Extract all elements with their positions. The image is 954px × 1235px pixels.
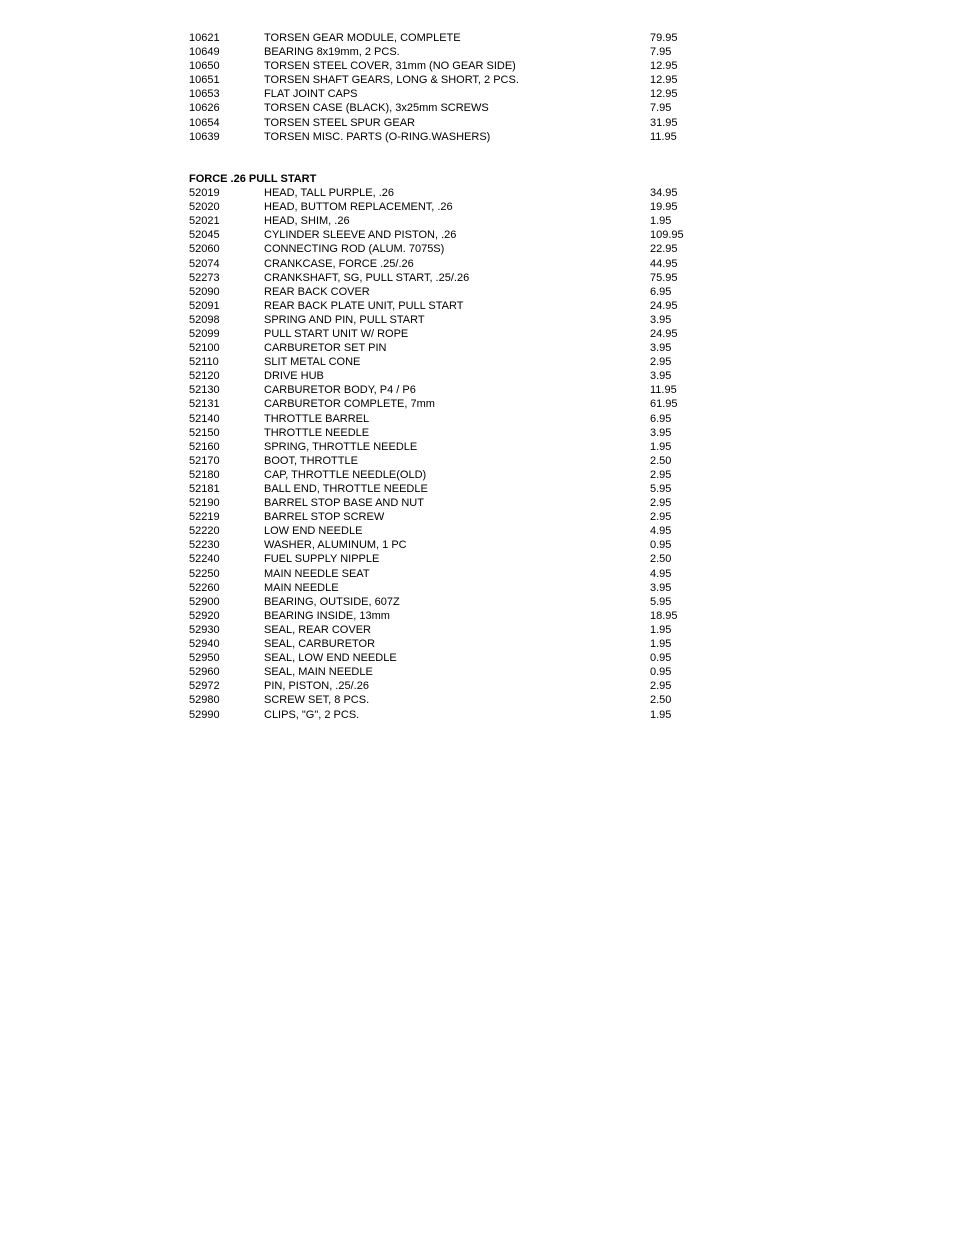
part-number: 52130 <box>189 384 220 397</box>
part-number: 52220 <box>189 525 220 538</box>
part-number: 52181 <box>189 483 220 495</box>
part-description: SPRING AND PIN, PULL START <box>264 313 425 326</box>
part-description: CARBURETOR COMPLETE, 7mm <box>264 398 435 411</box>
part-description: HEAD, SHIM, .26 <box>264 215 350 228</box>
table-row <box>189 637 729 651</box>
table-row <box>189 538 729 552</box>
part-description: FUEL SUPPLY NIPPLE <box>264 553 380 566</box>
part-number: 10621 <box>189 32 220 44</box>
part-description: TORSEN SHAFT GEARS, LONG & SHORT, 2 PCS. <box>264 74 519 87</box>
part-description: MAIN NEEDLE SEAT <box>264 567 370 580</box>
part-number: 10649 <box>189 46 220 59</box>
part-description: SPRING, THROTTLE NEEDLE <box>264 440 418 453</box>
table-row <box>189 567 729 581</box>
part-number: 52930 <box>189 623 220 636</box>
table-row <box>189 665 729 679</box>
table-row <box>189 510 729 524</box>
part-number: 10639 <box>189 130 220 143</box>
table-row <box>189 440 729 454</box>
part-number: 52120 <box>189 370 220 383</box>
part-price: 1.95 <box>650 623 672 636</box>
table-row <box>189 59 729 73</box>
part-description: BOOT, THROTTLE <box>264 454 358 467</box>
part-number: 52160 <box>189 440 220 453</box>
part-number: 10650 <box>189 60 220 73</box>
part-price: 34.95 <box>650 187 678 200</box>
table-row <box>189 524 729 538</box>
table-row <box>189 708 729 722</box>
table-row <box>189 552 729 566</box>
part-description: WASHER, ALUMINUM, 1 PC <box>264 539 407 552</box>
part-number: 52273 <box>189 271 220 284</box>
part-description: HEAD, BUTTOM REPLACEMENT, .26 <box>264 201 453 214</box>
table-row <box>189 426 729 440</box>
part-price: 6.95 <box>650 285 672 298</box>
part-number: 52170 <box>189 454 220 467</box>
part-number: 52074 <box>189 257 220 270</box>
table-row <box>189 214 729 228</box>
part-number: 52021 <box>189 215 220 228</box>
section-gap <box>189 144 729 172</box>
part-number: 10653 <box>189 88 220 101</box>
part-price: 3.95 <box>650 370 672 383</box>
part-price: 24.95 <box>650 299 678 312</box>
part-price: 0.95 <box>650 652 672 665</box>
part-price: 0.95 <box>650 666 672 679</box>
table-row <box>189 116 729 130</box>
part-price: 3.95 <box>650 313 672 326</box>
part-description: SEAL, REAR COVER <box>264 623 371 636</box>
part-price: 1.95 <box>650 215 672 228</box>
part-price: 5.95 <box>650 483 672 495</box>
part-description: MAIN NEEDLE <box>264 581 339 594</box>
part-price: 11.95 <box>650 130 677 143</box>
part-description: BEARING, OUTSIDE, 607Z <box>264 595 400 608</box>
part-price: 11.95 <box>650 384 677 397</box>
part-price: 3.95 <box>650 342 672 355</box>
part-description: BARREL STOP SCREW <box>264 511 385 524</box>
part-price: 44.95 <box>650 257 678 270</box>
table-row <box>189 369 729 383</box>
part-price: 1.95 <box>650 708 672 721</box>
part-price: 3.95 <box>650 426 672 439</box>
part-price: 61.95 <box>650 398 678 411</box>
part-number: 52972 <box>189 680 220 693</box>
part-description: TORSEN GEAR MODULE, COMPLETE <box>264 32 461 44</box>
part-description: SCREW SET, 8 PCS. <box>264 694 370 707</box>
part-description: BEARING 8x19mm, 2 PCS. <box>264 46 400 59</box>
table-row <box>189 130 729 144</box>
part-price: 1.95 <box>650 638 672 651</box>
part-description: THROTTLE BARREL <box>264 412 370 425</box>
part-description: CARBURETOR SET PIN <box>264 342 387 355</box>
part-price: 7.95 <box>650 102 672 115</box>
part-number: 10654 <box>189 116 220 129</box>
part-description: REAR BACK COVER <box>264 285 370 298</box>
table-row <box>189 581 729 595</box>
part-description: BARREL STOP BASE AND NUT <box>264 497 424 510</box>
part-price: 4.95 <box>650 525 672 538</box>
part-price: 2.95 <box>650 356 672 369</box>
table-row <box>189 679 729 693</box>
table-row <box>189 454 729 468</box>
part-price: 7.95 <box>650 46 672 59</box>
part-description: TORSEN STEEL SPUR GEAR <box>264 116 415 129</box>
part-description: TORSEN MISC. PARTS (O-RING.WASHERS) <box>264 130 491 143</box>
table-row <box>189 355 729 369</box>
part-number: 52990 <box>189 708 220 721</box>
part-number: 52190 <box>189 497 220 510</box>
part-price: 18.95 <box>650 609 678 622</box>
part-description: CRANKCASE, FORCE .25/.26 <box>264 257 414 270</box>
part-number: 52180 <box>189 468 220 481</box>
part-price: 12.95 <box>650 88 678 101</box>
part-description: CLIPS, "G", 2 PCS. <box>264 708 360 721</box>
table-row <box>189 383 729 397</box>
table-row <box>189 313 729 327</box>
part-number: 52090 <box>189 285 220 298</box>
part-number: 52099 <box>189 327 220 340</box>
part-number: 52230 <box>189 539 220 552</box>
part-price: 19.95 <box>650 201 678 214</box>
part-price: 2.95 <box>650 497 672 510</box>
part-price: 12.95 <box>650 74 678 87</box>
part-number: 52098 <box>189 313 220 326</box>
part-price: 4.95 <box>650 567 672 580</box>
part-description: SEAL, LOW END NEEDLE <box>264 652 397 665</box>
part-number: 52150 <box>189 426 220 439</box>
part-price: 1.95 <box>650 440 672 453</box>
part-price: 2.50 <box>650 454 672 467</box>
part-price: 22.95 <box>650 243 678 256</box>
part-description: THROTTLE NEEDLE <box>264 426 370 439</box>
table-row <box>189 257 729 271</box>
part-price: 75.95 <box>650 271 678 284</box>
table-row <box>189 45 729 59</box>
part-number: 52045 <box>189 229 220 242</box>
part-price: 2.95 <box>650 680 672 693</box>
part-price: 2.50 <box>650 694 672 707</box>
part-number: 52940 <box>189 638 220 651</box>
table-row <box>189 651 729 665</box>
part-description: CRANKSHAFT, SG, PULL START, .25/.26 <box>264 271 470 284</box>
part-number: 52060 <box>189 243 220 256</box>
part-description: FLAT JOINT CAPS <box>264 88 358 101</box>
part-description: BEARING INSIDE, 13mm <box>264 609 390 622</box>
part-price: 2.95 <box>650 468 672 481</box>
part-number: 52240 <box>189 553 220 566</box>
table-row <box>189 101 729 115</box>
part-description: SEAL, CARBURETOR <box>264 638 376 651</box>
table-row <box>189 397 729 411</box>
part-price: 3.95 <box>650 581 672 594</box>
part-description: PULL START UNIT W/ ROPE <box>264 327 409 340</box>
table-row <box>189 341 729 355</box>
part-number: 52110 <box>189 356 219 369</box>
part-price: 24.95 <box>650 327 678 340</box>
part-description: SEAL, MAIN NEEDLE <box>264 666 373 679</box>
table-row <box>189 200 729 214</box>
part-description: DRIVE HUB <box>264 370 324 383</box>
table-row <box>189 186 729 200</box>
part-price: 5.95 <box>650 595 672 608</box>
table-row <box>189 693 729 707</box>
part-price: 6.95 <box>650 412 672 425</box>
part-number: 52020 <box>189 201 220 214</box>
part-description: CARBURETOR BODY, P4 / P6 <box>264 384 416 397</box>
part-description: HEAD, TALL PURPLE, .26 <box>264 187 395 200</box>
table-row <box>189 496 729 510</box>
part-number: 52250 <box>189 567 220 580</box>
part-price: 12.95 <box>650 60 678 73</box>
table-row <box>189 271 729 285</box>
part-description: BALL END, THROTTLE NEEDLE <box>264 483 428 495</box>
table-row <box>189 609 729 623</box>
part-number: 52920 <box>189 609 220 622</box>
part-number: 10626 <box>189 102 220 115</box>
part-description: TORSEN STEEL COVER, 31mm (NO GEAR SIDE) <box>264 60 516 73</box>
table-row <box>189 87 729 101</box>
part-description: CONNECTING ROD (ALUM. 7075S) <box>264 243 445 256</box>
part-number: 52219 <box>189 511 220 524</box>
part-price: 109.95 <box>650 229 684 242</box>
part-description: LOW END NEEDLE <box>264 525 363 538</box>
part-description: TORSEN CASE (BLACK), 3x25mm SCREWS <box>264 102 489 115</box>
table-row <box>189 595 729 609</box>
table-row <box>189 412 729 426</box>
table-row <box>189 73 729 87</box>
part-price: 79.95 <box>650 32 678 44</box>
part-description: CAP, THROTTLE NEEDLE(OLD) <box>264 468 427 481</box>
part-number: 52091 <box>189 299 220 312</box>
part-description: CYLINDER SLEEVE AND PISTON, .26 <box>264 229 457 242</box>
parts-price-list <box>189 31 729 722</box>
part-number: 52960 <box>189 666 220 679</box>
table-row <box>189 327 729 341</box>
part-number: 52100 <box>189 342 220 355</box>
section-heading: FORCE .26 PULL START <box>189 172 317 185</box>
part-description: REAR BACK PLATE UNIT, PULL START <box>264 299 464 312</box>
table-row <box>189 31 729 45</box>
part-number: 10651 <box>189 74 220 87</box>
part-number: 52019 <box>189 187 220 200</box>
table-row <box>189 623 729 637</box>
part-price: 31.95 <box>650 116 678 129</box>
part-number: 52900 <box>189 595 220 608</box>
part-description: SLIT METAL CONE <box>264 356 361 369</box>
part-number: 52980 <box>189 694 220 707</box>
part-number: 52140 <box>189 412 220 425</box>
table-row <box>189 299 729 313</box>
part-number: 52260 <box>189 581 220 594</box>
part-price: 2.95 <box>650 511 672 524</box>
part-price: 0.95 <box>650 539 672 552</box>
table-row <box>189 242 729 256</box>
part-price: 2.50 <box>650 553 672 566</box>
part-description: PIN, PISTON, .25/.26 <box>264 680 369 693</box>
table-row <box>189 228 729 242</box>
part-number: 52131 <box>189 398 220 411</box>
table-row <box>189 468 729 482</box>
table-row <box>189 285 729 299</box>
table-row <box>189 482 729 496</box>
part-number: 52950 <box>189 652 220 665</box>
